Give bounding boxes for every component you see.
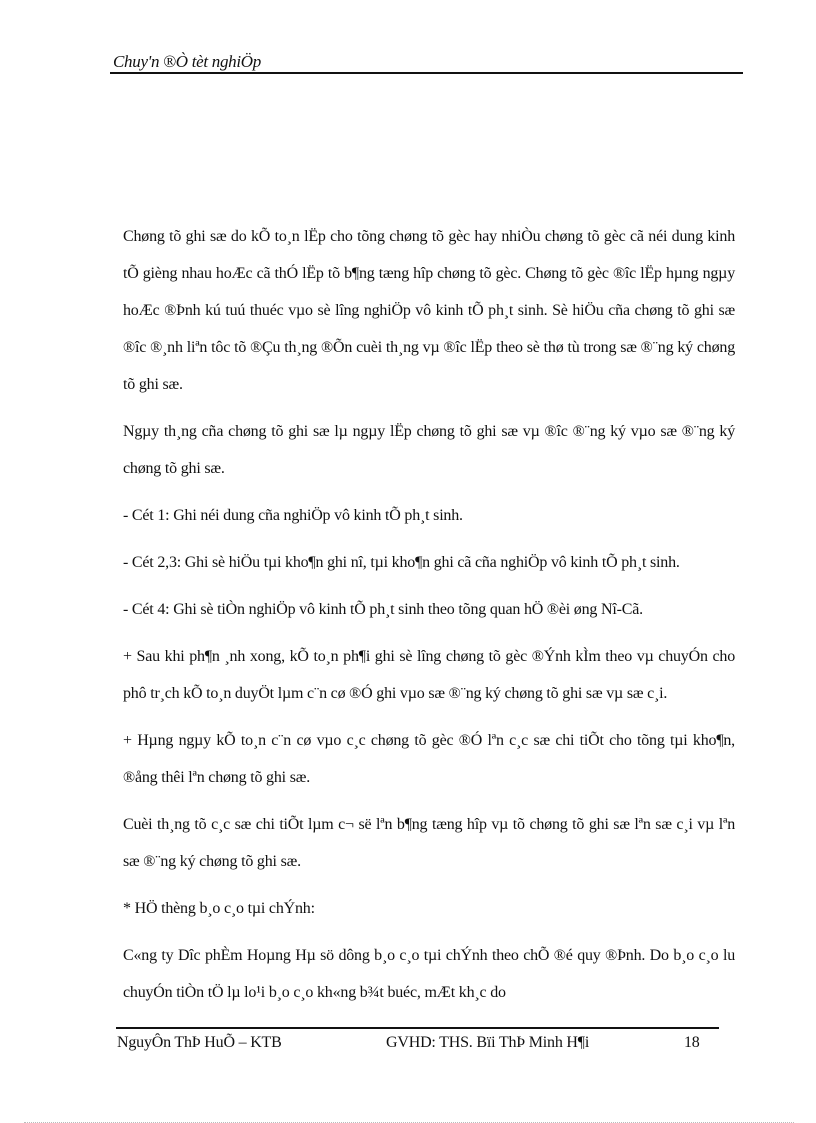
body-paragraph: - Cét 2,3: Ghi sè hiÖu tµi kho¶n ghi nî, tµi kho¶n ghi cã cña nghiÖp vô kinh tÕ ph¸t sinh. bbox=[123, 554, 680, 571]
body-paragraph: + Sau khi ph¶n ¸nh xong, kÕ to¸n ph¶i ghi sè lîng chøng tõ gèc ®Ýnh kÌm theo vµ chuyÓn cho phô tr¸ch kÕ to¸n duyÖt lµm c¨n cø ®Ó ghi vµo sæ ®¨ng ký chøng tõ ghi sæ vµ sæ c¸i. bbox=[123, 648, 735, 702]
document-header-title: Chuy'n ®Ò tèt nghiÖp bbox=[113, 52, 261, 71]
document-body bbox=[123, 218, 735, 1021]
body-paragraph: * HÖ thèng b¸o c¸o tµi chÝnh: bbox=[123, 900, 315, 917]
body-paragraph: Chøng tõ ghi sæ do kÕ to¸n lËp cho tõng chøng tõ gèc hay nhiÒu chøng tõ gèc cã néi dung kinh tÕ gièng nhau hoÆc cã thÓ lËp tõ b¶ng tæng hîp chøng tõ gèc. Chøng tõ gèc ®îc lËp hµng ngµy hoÆc ®Þnh kú tuú thuéc vµo sè lîng nghiÖp vô kinh tÕ ph¸t sinh. Sè hiÖu cña chøng tõ ghi sæ ®îc ®¸nh liªn tôc tõ ®Çu th¸ng ®Õn cuèi th¸ng vµ ®îc lËp theo sè thø tù trong sæ ®¨ng ký chøng tõ ghi sæ. bbox=[123, 228, 735, 393]
footer-author: NguyÔn ThÞ HuÕ – KTB bbox=[117, 1034, 282, 1051]
footer-advisor: GVHD: THS. Bïi ThÞ Minh H¶i bbox=[386, 1034, 590, 1051]
body-paragraph: Ngµy th¸ng cña chøng tõ ghi sæ lµ ngµy lËp chøng tõ ghi sæ vµ ®îc ®¨ng ký vµo sæ ®¨ng ký chøng tõ ghi sæ. bbox=[123, 423, 735, 477]
page-number: 18 bbox=[684, 1034, 700, 1051]
body-paragraph: - Cét 4: Ghi sè tiÒn nghiÖp vô kinh tÕ ph¸t sinh theo tõng quan hÖ ®èi øng Nî-Cã. bbox=[123, 601, 643, 618]
body-paragraph: Cuèi th¸ng tõ c¸c sæ chi tiÕt lµm c¬ së lªn b¶ng tæng hîp vµ tõ chøng tõ ghi sæ lªn sæ c¸i vµ lªn sæ ®¨ng ký chøng tõ ghi sæ. bbox=[123, 816, 735, 870]
footer-divider bbox=[116, 1027, 719, 1029]
header-divider bbox=[110, 72, 743, 74]
body-paragraph: C«ng ty Dîc phÈm Hoµng Hµ sö dông b¸o c¸o tµi chÝnh theo chÕ ®é quy ®Þnh. Do b¸o c¸o lu chuyÓn tiÒn tÖ lµ lo¹i b¸o c¸o kh«ng b¾t buéc, mÆt kh¸c do bbox=[123, 947, 735, 1001]
body-paragraph: + Hµng ngµy kÕ to¸n c¨n cø vµo c¸c chøng tõ gèc ®Ó lªn c¸c sæ chi tiÕt cho tõng tµi kho¶n, ®ång thêi lªn chøng tõ ghi sæ. bbox=[123, 732, 735, 786]
body-paragraph: - Cét 1: Ghi néi dung cña nghiÖp vô kinh tÕ ph¸t sinh. bbox=[123, 507, 463, 524]
